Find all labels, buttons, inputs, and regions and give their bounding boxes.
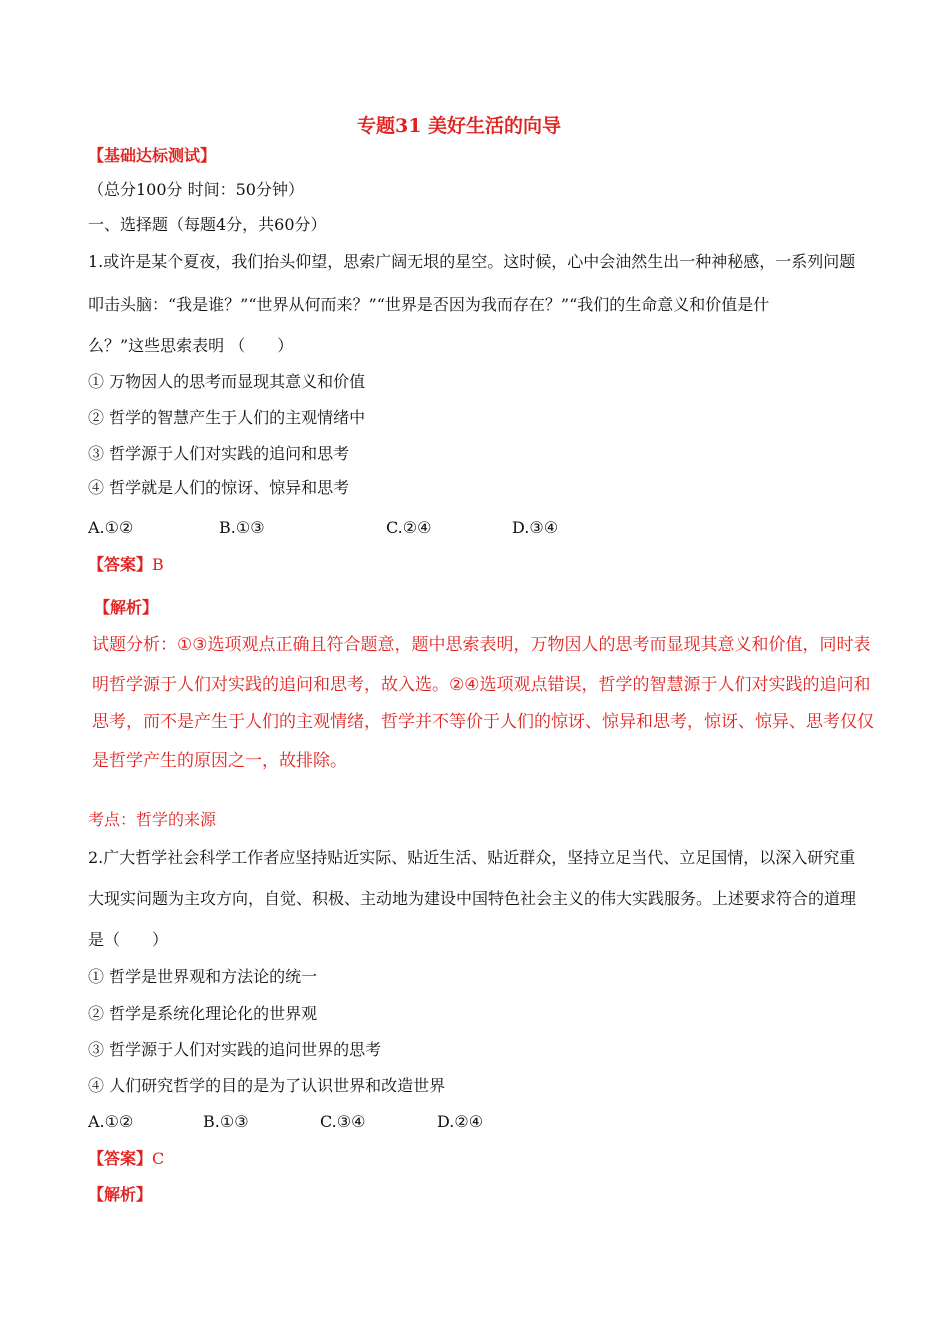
q2-analysis-label: 【解析】 <box>88 1185 153 1204</box>
q2-answer <box>88 1149 164 1169</box>
q2-option-a: A.①② <box>88 1112 134 1131</box>
q1-analysis-label: 【解析】 <box>94 598 159 617</box>
q1-analysis-line: 是哲学产生的原因之一，故排除。 <box>92 751 347 771</box>
q1-option-d: D.③④ <box>512 518 559 537</box>
q2-option-d: D.②④ <box>437 1112 484 1131</box>
part-heading: 一、选择题（每题4分，共60分） <box>88 215 327 234</box>
q1-option-b: B.①③ <box>219 518 265 537</box>
q1-option-a: A.①② <box>88 518 134 537</box>
q2-statement: ③ 哲学源于人们对实践的追问世界的思考 <box>88 1040 382 1059</box>
q1-kaodian: 考点：哲学的来源 <box>88 810 217 829</box>
q2-stem-line: 大现实问题为主攻方向，自觉、积极、主动地为建设中国特色社会主义的伟大实践服务。上述要求符合的道理 <box>88 889 857 908</box>
answer-label: 【答案】 <box>88 1149 153 1168</box>
q1-stem-line: 1.或许是某个夏夜，我们抬头仰望，思索广阔无垠的星空。这时候，心中会油然生出一种神秘感，一系列问题 <box>88 252 856 271</box>
q1-option-c: C.②④ <box>386 518 432 537</box>
q1-stem-line: 叩击头脑：“我是谁？”“世界从何而来？”“世界是否因为我而存在？”“我们的生命意义和价值是什 <box>88 295 770 314</box>
exam-meta: （总分100分 时间：50分钟） <box>88 180 304 199</box>
q2-stem-line: 2.广大哲学社会科学工作者应坚持贴近实际、贴近生活、贴近群众，坚持立足当代、立足国情，以深入研究重 <box>88 848 856 867</box>
q1-statement: ③ 哲学源于人们对实践的追问和思考 <box>88 444 350 463</box>
answer-label: 【答案】 <box>88 555 153 574</box>
q2-statement: ④ 人们研究哲学的目的是为了认识世界和改造世界 <box>88 1076 446 1095</box>
q1-analysis-line: 明哲学源于人们对实践的追问和思考，故入选。②④选项观点错误，哲学的智慧源于人们对实践的追问和 <box>92 675 871 695</box>
page-title: 专题31 美好生活的向导 <box>357 115 562 137</box>
q2-option-c: C.③④ <box>320 1112 366 1131</box>
q1-statement: ② 哲学的智慧产生于人们的主观情绪中 <box>88 408 366 427</box>
q1-statement: ④ 哲学就是人们的惊讶、惊异和思考 <box>88 478 350 497</box>
section-tag: 【基础达标测试】 <box>88 146 217 165</box>
q2-option-b: B.①③ <box>203 1112 249 1131</box>
q1-stem-line: 么？”这些思索表明 （ ） <box>88 336 294 355</box>
answer-value: C <box>152 1149 165 1168</box>
q2-statement: ① 哲学是世界观和方法论的统一 <box>88 967 318 986</box>
q1-analysis-line: 思考，而不是产生于人们的主观情绪，哲学并不等价于人们的惊讶、惊异和思考，惊讶、惊异、思考仅仅 <box>92 712 874 732</box>
q1-statement: ① 万物因人的思考而显现其意义和价值 <box>88 372 366 391</box>
q2-stem-line: 是（ ） <box>88 930 169 949</box>
q1-answer <box>88 555 164 575</box>
answer-value: B <box>152 555 164 574</box>
q2-statement: ② 哲学是系统化理论化的世界观 <box>88 1004 318 1023</box>
q1-analysis-line: 试题分析：①③选项观点正确且符合题意，题中思索表明，万物因人的思考而显现其意义和价值，同时表 <box>92 635 871 655</box>
